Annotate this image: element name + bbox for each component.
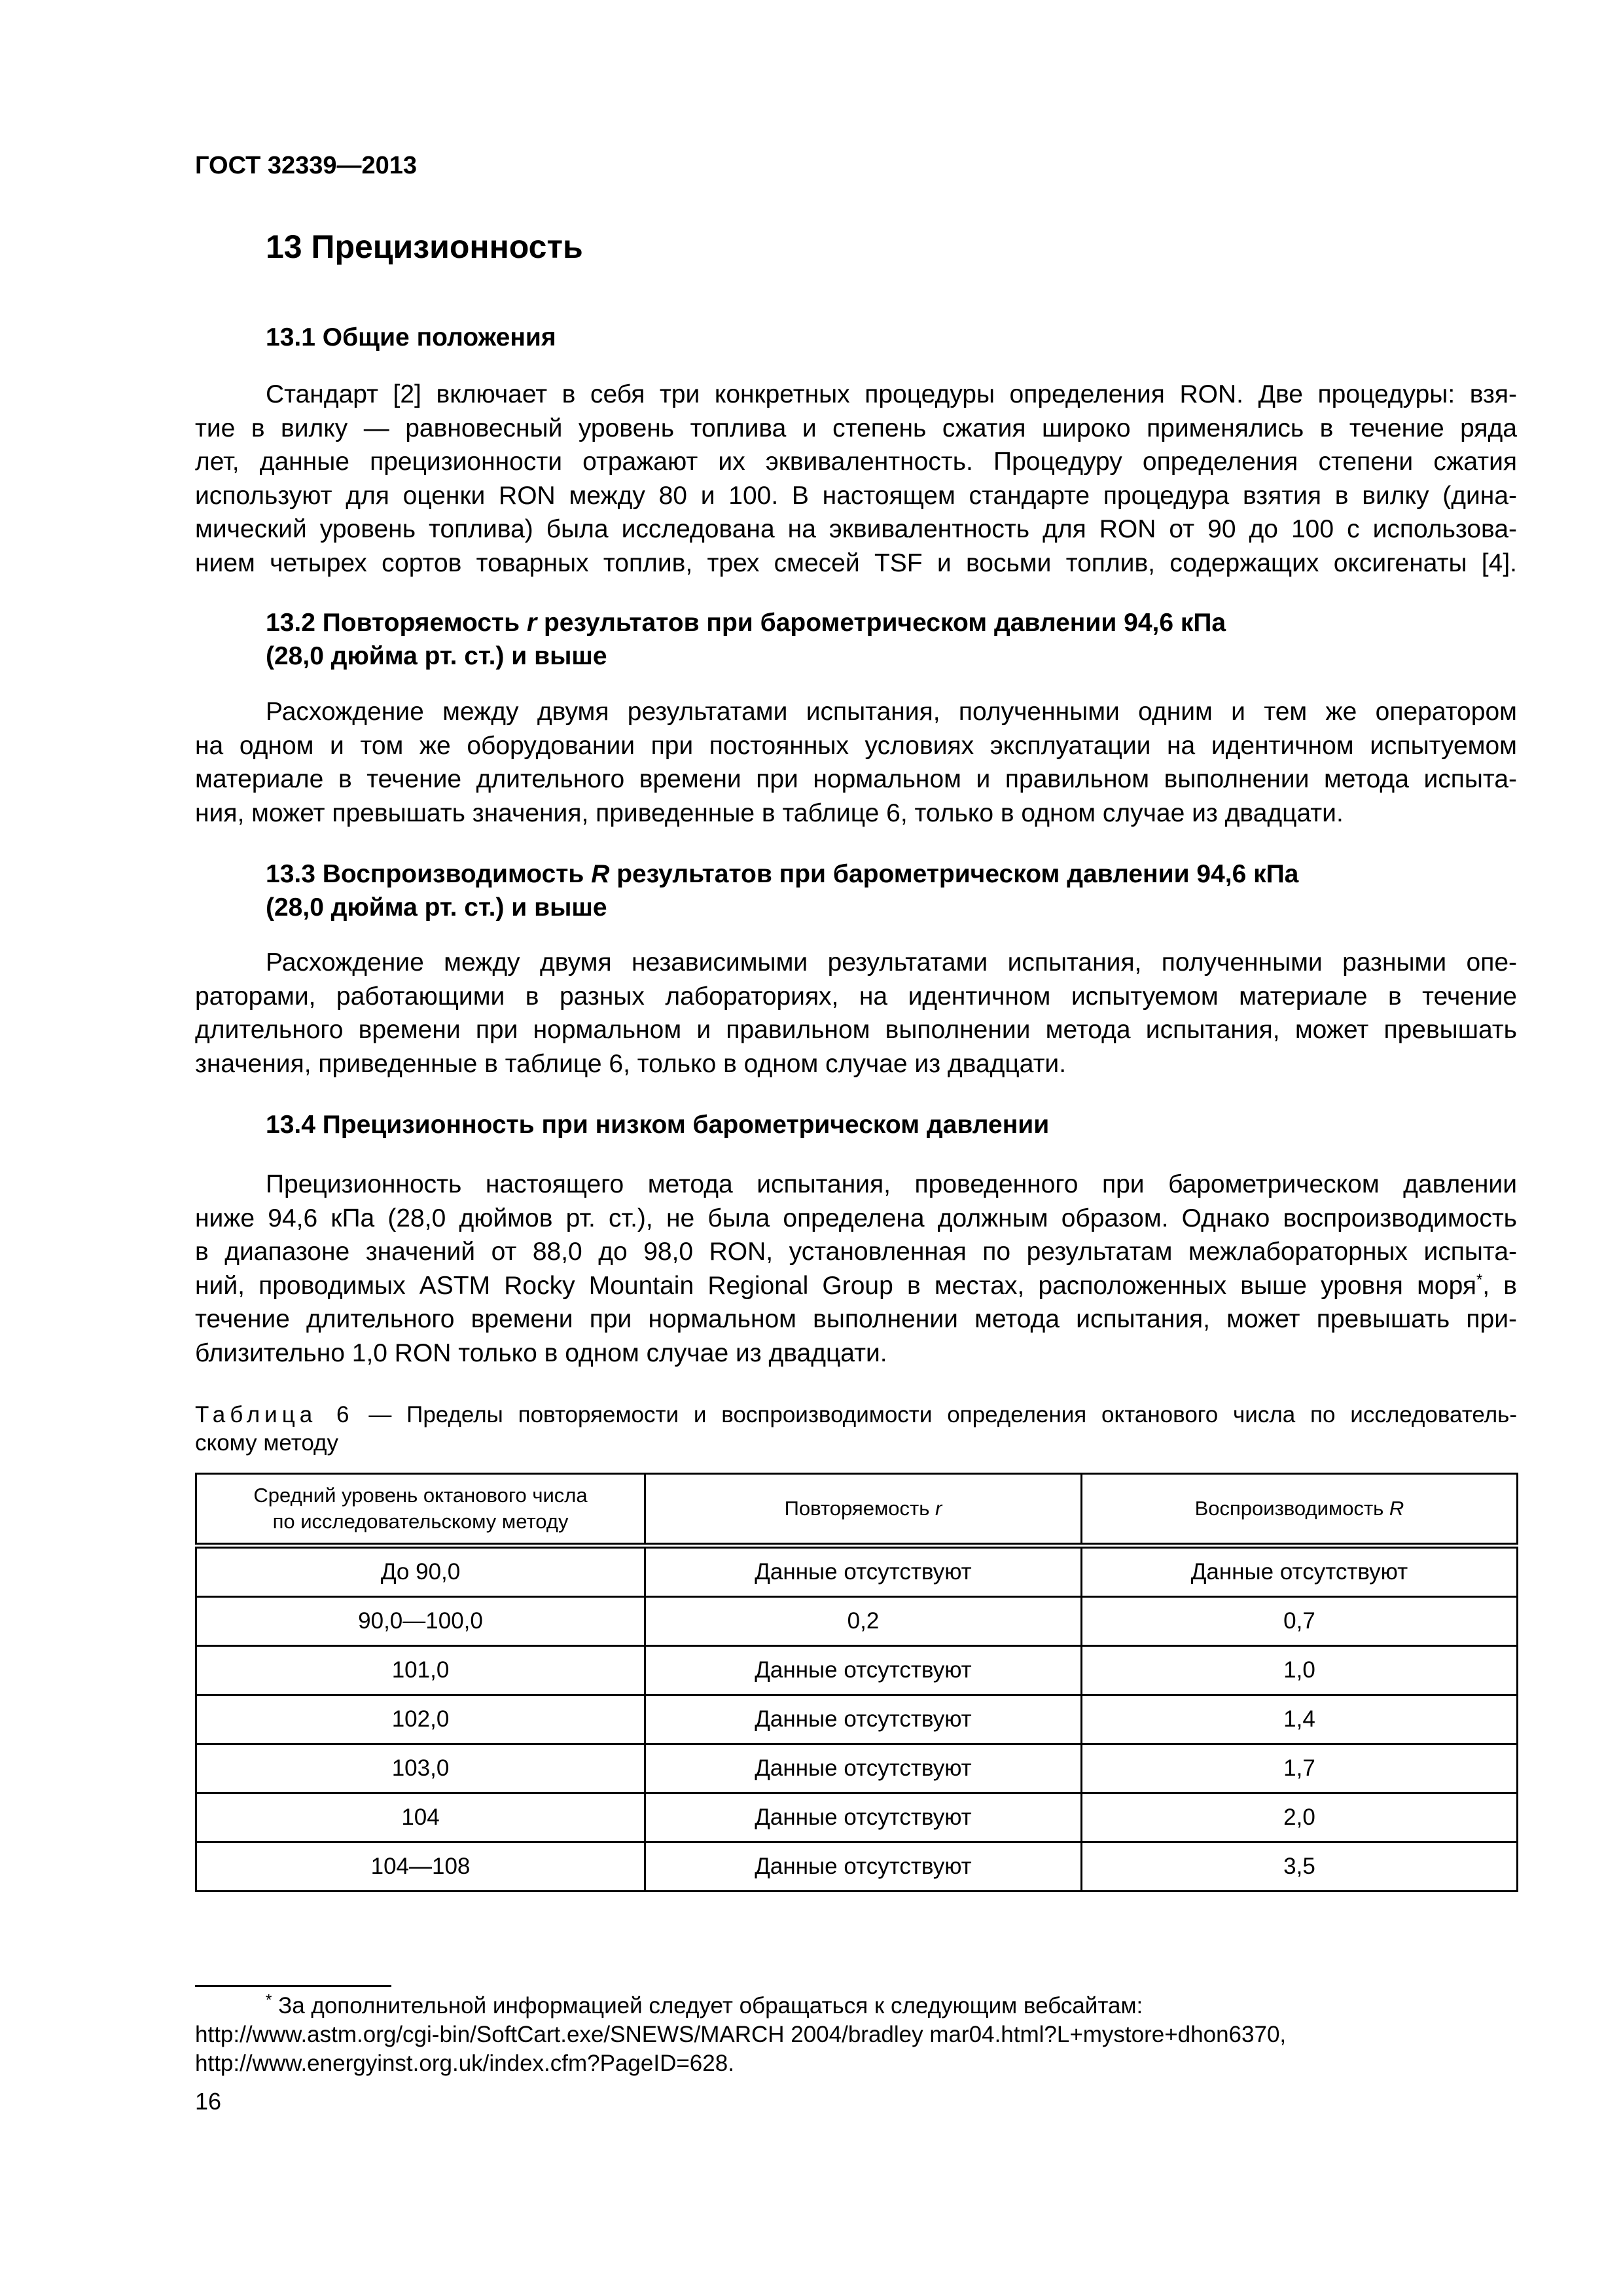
header-text: по исследовательскому методу: [272, 1510, 569, 1533]
text-line: Стандарт [2] включает в себя три конкретных процедуры определения RON. Две процедуры: взя-: [266, 380, 1517, 408]
text-line: Расхождение между двумя результатами испытания, полученными одним и тем же оператором: [266, 698, 1517, 726]
heading-text: (28,0 дюйма рт. ст.) и выше: [266, 893, 607, 922]
text-line: мический уровень топлива) была исследована на эквивалентность для RON от 90 до 100 с использова-: [195, 515, 1517, 543]
section-title: 13 Прецизионность: [266, 228, 583, 265]
header-text: Повторяемость: [784, 1497, 935, 1520]
heading-text: результатов при барометрическом давлении 94,6 кПа: [609, 860, 1299, 888]
table-row: [196, 1597, 1518, 1646]
table-cell: Данные отсутствуют: [645, 1793, 1082, 1842]
table-cell: 3,5: [1081, 1842, 1517, 1892]
table-row: [196, 1546, 1518, 1597]
table-cell: Данные отсутствуют: [645, 1744, 1082, 1793]
paragraph-13-4: [195, 1168, 1517, 1370]
symbol-r: r: [526, 609, 537, 637]
table-row: [196, 1793, 1518, 1842]
heading-text: 13.2 Повторяемость: [266, 609, 527, 637]
table-cell: 0,7: [1081, 1597, 1517, 1646]
footnote-divider: [195, 1985, 391, 1987]
table-row: [196, 1842, 1518, 1892]
heading-text: результатов при барометрическом давлении 94,6 кПа: [537, 609, 1226, 637]
caption-line: [195, 1401, 1517, 1429]
symbol-R: R: [591, 860, 610, 888]
heading-text: 13.3 Воспроизводимость: [266, 860, 592, 888]
paragraph-13-1: [195, 378, 1517, 580]
symbol-R: R: [1389, 1497, 1404, 1520]
paragraph-13-2: [195, 695, 1517, 830]
table-cell: 90,0—100,0: [196, 1597, 645, 1646]
page-number: 16: [195, 2088, 222, 2115]
text-line: [195, 1269, 1517, 1303]
text-line: материале в течение длительного времени при нормальном и правильном выполнении метода испыта-: [195, 765, 1517, 793]
text-line: ния, может превышать значения, приведенные в таблице 6, только в одном случае из двадцати.: [195, 798, 1344, 827]
table-cell: Данные отсутствуют: [645, 1546, 1082, 1597]
text-line: нием четырех сортов товарных топлив, трех смесей TSF и восьми топлив, содержащих оксигенаты [4].: [195, 548, 1517, 577]
table-cell: 1,7: [1081, 1744, 1517, 1793]
table-cell: Данные отсутствуют: [645, 1646, 1082, 1695]
footnote-link[interactable]: http://www.energyinst.org.uk/index.cfm?PageID=628.: [195, 2051, 734, 2076]
table-header-row: [196, 1474, 1518, 1546]
table-cell: 101,0: [196, 1646, 645, 1695]
table-cell: 2,0: [1081, 1793, 1517, 1842]
subsection-heading-13-4: 13.4 Прецизионность при низком барометрическом давлении: [266, 1111, 1050, 1139]
text-line: раторами, работающими в разных лабораториях, на идентичном испытуемом материале в течение: [195, 982, 1517, 1011]
table-cell: 102,0: [196, 1695, 645, 1744]
subsection-heading-13-2: [266, 606, 1226, 673]
footnote-reference[interactable]: *: [1476, 1270, 1483, 1289]
table-row: [196, 1646, 1518, 1695]
table-cell: 104: [196, 1793, 645, 1842]
text-line: Прецизионность настоящего метода испытания, проведенного при барометрическом давлении: [266, 1170, 1517, 1198]
caption-text: — Пределы повторяемости и воспроизводимости определения октанового числа по исследователь-: [353, 1402, 1518, 1427]
text-line: используют для оценки RON между 80 и 100. В настоящем стандарте процедура взятия в вилку (дина-: [195, 481, 1517, 510]
table-cell: Данные отсутствуют: [645, 1842, 1082, 1892]
footnote-mark: *: [266, 1991, 272, 2009]
subsection-heading-13-3: [266, 857, 1298, 924]
header-cell-ron-level: [196, 1474, 645, 1546]
caption-line: скому методу: [195, 1430, 338, 1456]
table-cell: 1,4: [1081, 1695, 1517, 1744]
text-line: в диапазоне значений от 88,0 до 98,0 RON, установленная по результатам межлабораторных испыта-: [195, 1238, 1517, 1266]
table-cell: До 90,0: [196, 1546, 645, 1597]
precision-table: [195, 1473, 1518, 1892]
header-text: Средний уровень октанового числа: [253, 1484, 588, 1507]
text-line: течение длительного времени при нормальном выполнении метода испытания, может превышать при-: [195, 1305, 1517, 1333]
symbol-r: r: [935, 1497, 942, 1520]
table-cell: 0,2: [645, 1597, 1082, 1646]
caption-label: Таблица 6: [195, 1402, 354, 1427]
text-line: Расхождение между двумя независимыми результатами испытания, полученными разными опе-: [266, 948, 1517, 977]
text-line: на одном и том же оборудовании при постоянных условиях эксплуатации на идентичном испытуемом: [195, 731, 1517, 760]
text-line: близительно 1,0 RON только в одном случае из двадцати.: [195, 1338, 887, 1367]
header-cell-reproducibility: [1081, 1474, 1517, 1546]
header-text: Воспроизводимость: [1194, 1497, 1389, 1520]
text-line: длительного времени при нормальном и правильном выполнении метода испытания, может превышать: [195, 1016, 1517, 1044]
table-cell: 1,0: [1081, 1646, 1517, 1695]
footnote-line: [266, 1992, 1143, 2020]
text-line: тие в вилку — равновесный уровень топлива и степень сжатия широко применялись в течение ряда: [195, 414, 1517, 442]
text-line: значения, приведенные в таблице 6, только в одном случае из двадцати.: [195, 1049, 1067, 1078]
heading-text: (28,0 дюйма рт. ст.) и выше: [266, 642, 607, 670]
footnote-text: За дополнительной информацией следует обращаться к следующим вебсайтам:: [272, 1993, 1143, 2018]
table-row: [196, 1744, 1518, 1793]
text-line: лет, данные прецизионности отражают их эквивалентность. Процедуру определения степени сжатия: [195, 448, 1517, 476]
paragraph-13-3: [195, 946, 1517, 1081]
text-line: ниже 94,6 кПа (28,0 дюймов рт. ст.), не была определена должным образом. Однако воспроизводимость: [195, 1204, 1517, 1232]
table-caption: [195, 1401, 1517, 1457]
document-code: ГОСТ 32339—2013: [195, 152, 418, 179]
header-cell-repeatability: [645, 1474, 1082, 1546]
table-cell: Данные отсутствуют: [645, 1695, 1082, 1744]
subsection-heading-13-1: 13.1 Общие положения: [266, 323, 556, 351]
text-segment: ний, проводимых ASTM Rocky Mountain Regional Group в местах, расположенных выше уровня моря: [195, 1271, 1476, 1300]
table-row: [196, 1695, 1518, 1744]
footnote-link[interactable]: http://www.astm.org/cgi-bin/SoftCart.exe/SNEWS/MARCH 2004/bradley mar04.html?L+mystore+dhon6370,: [195, 2022, 1287, 2047]
table-cell: Данные отсутствуют: [1081, 1546, 1517, 1597]
table-cell: 103,0: [196, 1744, 645, 1793]
table-cell: 104—108: [196, 1842, 645, 1892]
text-segment: , в: [1482, 1271, 1518, 1300]
